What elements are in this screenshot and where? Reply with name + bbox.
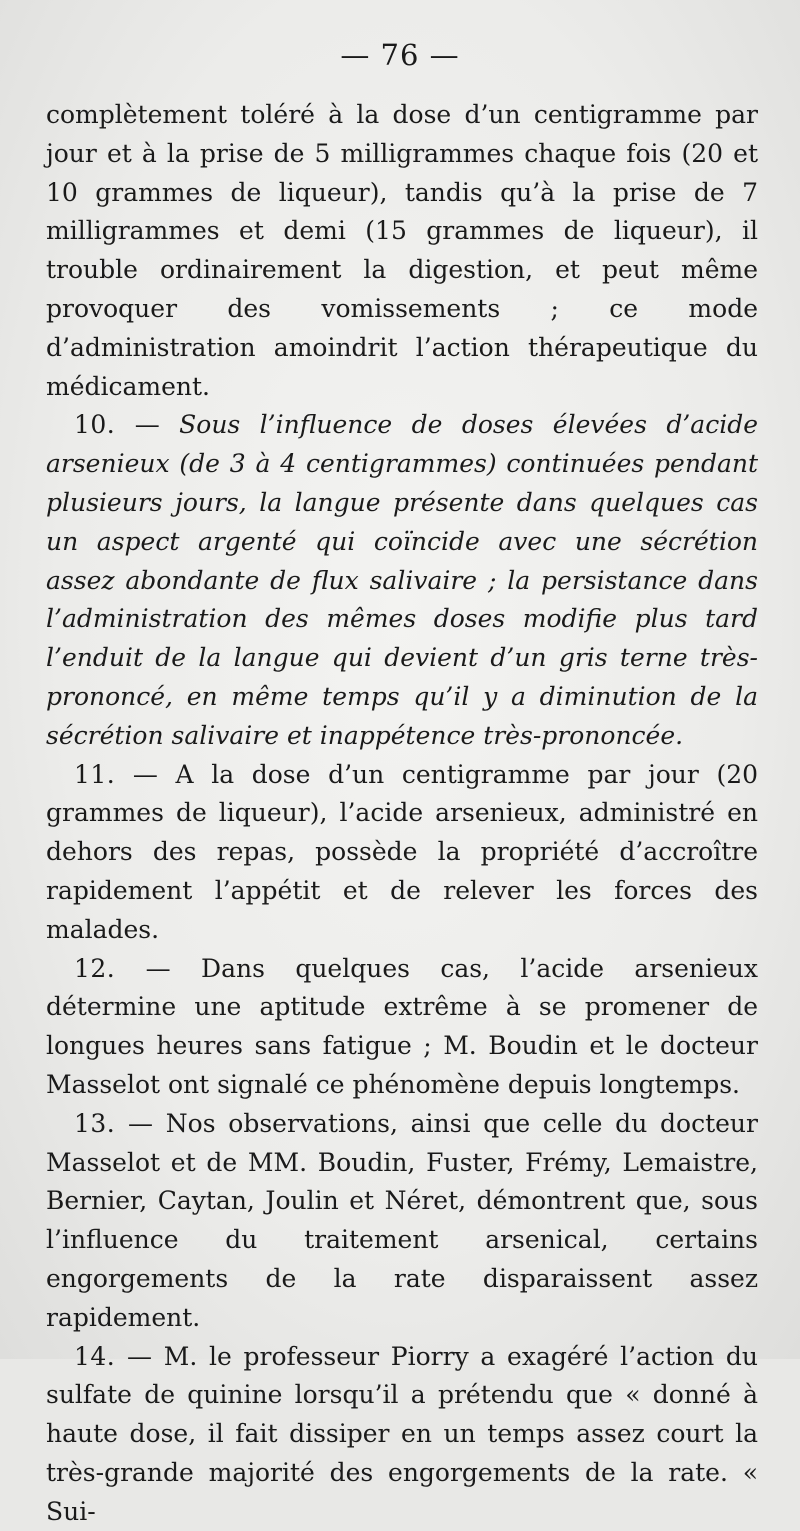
paragraph-continuation: complètement toléré à la dose d’un centigramme par jour et à la prise de 5 milligrammes chaque fois (20 et 10 grammes de liqueur), tandis qu’à la prise de 7 milligrammes et demi (15 grammes de liqueur), il trouble ordinairement la digestion, et peut même provoquer des vomissements ; ce mode d’administration amoindrit l’action thérapeutique du médicament. xyxy=(46,96,758,406)
paragraph-10 xyxy=(46,406,758,755)
paragraph-11 xyxy=(46,756,758,950)
paragraph-number: 13. xyxy=(74,1109,115,1138)
paragraph-number: 14. xyxy=(74,1342,115,1371)
body-text xyxy=(46,96,758,1531)
paragraph-dash: — xyxy=(127,1342,152,1371)
paragraph-dash: — xyxy=(128,1109,153,1138)
paragraph-text: Dans quelques cas, l’acide arsenieux détermine une aptitude extrême à se promener de longues heures sans fatigue ; M. Boudin et le docteur Masselot ont signalé ce phénomène depuis longtemps. xyxy=(46,954,758,1099)
paragraph-dash: — xyxy=(146,954,171,983)
paragraph-text: A la dose d’un centigramme par jour (20 grammes de liqueur), l’acide arsenieux, administré en dehors des repas, possède la propriété d’accroître rapidement l’appétit et de relever les forces des malades. xyxy=(46,760,758,944)
paragraph-13 xyxy=(46,1105,758,1338)
paragraph-number: 11. xyxy=(74,760,115,789)
paragraph-14 xyxy=(46,1338,758,1531)
paragraph-dash: — xyxy=(135,410,160,439)
paragraph-text: M. le professeur Piorry a exagéré l’action du sulfate de quinine lorsqu’il a prétendu que « donné à haute dose, il fait dissiper en un temps assez court la très-grande majorité des engorgements de la rate. « Sui- xyxy=(46,1342,758,1526)
paragraph-number: 12. xyxy=(74,954,115,983)
paragraph-text: Nos observations, ainsi que celle du docteur Masselot et de MM. Boudin, Fuster, Frémy, Lemaistre, Bernier, Caytan, Joulin et Néret, démontrent que, sous l’influence du traitement arsenical, certains engorgements de la rate disparaissent assez rapidement. xyxy=(46,1109,758,1332)
paragraph-dash: — xyxy=(133,760,158,789)
page-number: — 76 — xyxy=(0,38,800,72)
paragraph-12 xyxy=(46,950,758,1105)
paragraph-number: 10. xyxy=(74,410,115,439)
paragraph-text: Sous l’influence de doses élevées d’acide arsenieux (de 3 à 4 centigrammes) continuées pendant plusieurs jours, la langue présente dans quelques cas un aspect argenté qui coïncide avec une sécrétion assez abondante de flux salivaire ; la persistance dans l’administration des mêmes doses modifie plus tard l’enduit de la langue qui devient d’un gris terne très-prononcé, en même temps qu’il y a diminution de la sécrétion salivaire et inappétence très-prononcée. xyxy=(46,410,758,749)
